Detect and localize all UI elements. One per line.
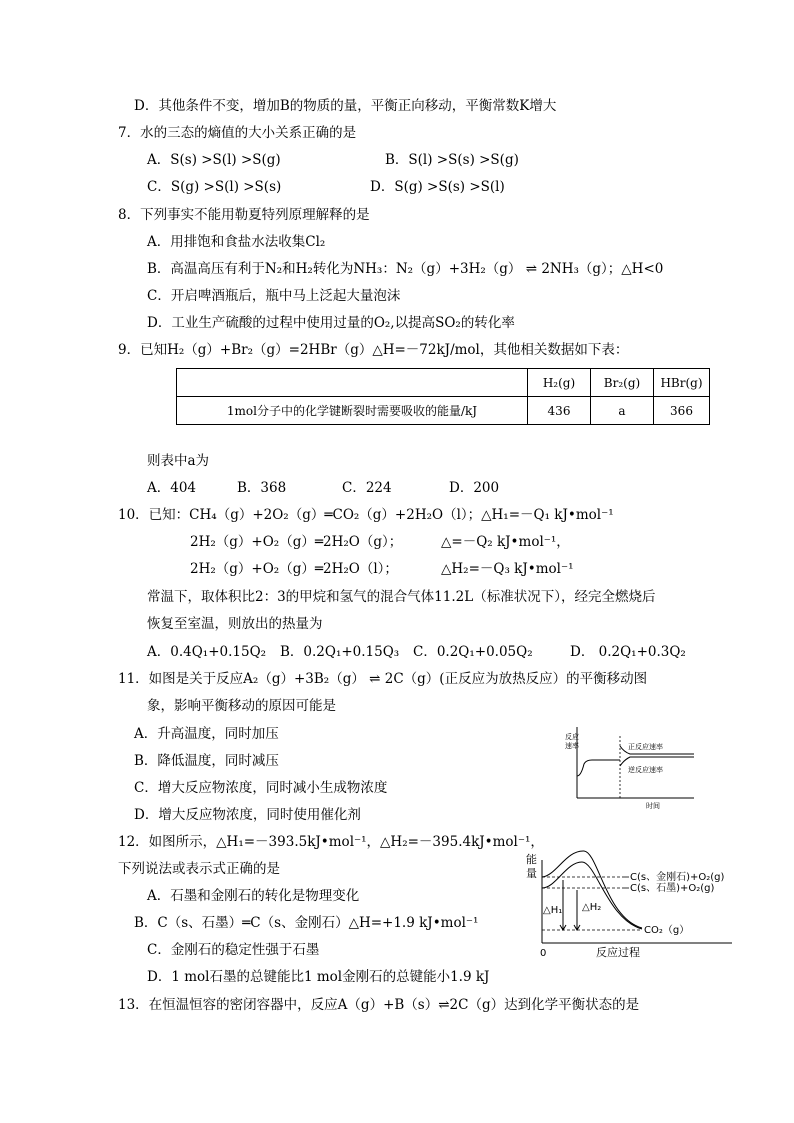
q10-sub1: 常温下，取体积比2：3的甲烷和氢气的混合气体11.2L（标准状况下），经完全燃烧后 — [147, 589, 656, 605]
fig12-diamond-curve — [542, 851, 642, 928]
fig11-ylabel-2: 速率 — [565, 742, 579, 750]
q9-stem: 9．已知H₂（g）+Br₂（g）=2HBr（g）△H=－72kJ/mol，其他相关数据如下表： — [118, 342, 629, 358]
fig11-xlabel: 时间 — [646, 802, 660, 810]
q10-option-a: A．0.4Q₁+0.15Q₂ — [147, 644, 267, 660]
fig12-dh1-label: △H₁ — [543, 905, 563, 916]
q11-sub: 象，影响平衡移动的原因可能是 — [147, 698, 336, 714]
q12-sub: 下列说法或表示式正确的是 — [118, 861, 280, 877]
q7-option-c: C．S(g) >S(l) >S(s) — [147, 179, 282, 195]
q10-option-b: B．0.2Q₁+0.15Q₃ — [280, 644, 400, 660]
q9-option-a: A．404 — [147, 480, 197, 496]
q13-stem: 13．在恒温恒容的密闭容器中，反应A（g）+B（s）⇌2C（g）达到化学平衡状态的是 — [118, 997, 640, 1013]
q7-option-b: B．S(l) >S(s) >S(g) — [385, 152, 519, 168]
table-value-hbr: 366 — [654, 397, 710, 425]
q12-stem: 12．如图所示，△H₁=－393.5kJ•mol⁻¹，△H₂=－395.4kJ•mol⁻¹， — [118, 834, 544, 850]
equilibrium-rate-figure — [562, 724, 698, 810]
q7-stem: 7．水的三态的熵值的大小关系正确的是 — [118, 125, 357, 141]
q8-option-b: B．高温高压有利于N₂和H₂转化为NH₃：N₂（g）+3H₂（g） ⇌ 2NH₃（g）；△H<0 — [147, 261, 664, 277]
q10-eq3: 2H₂（g）+O₂（g）═2H₂O（l）； — [190, 561, 398, 577]
fig11-reverse-label: 逆反应速率 — [628, 766, 663, 774]
q10-eq3-dh: △H₂=－Q₃ kJ•mol⁻¹ — [441, 561, 574, 577]
q9-option-d: D．200 — [449, 480, 500, 496]
q10-stem: 10．已知：CH₄（g）+2O₂（g）═CO₂（g）+2H₂O（l）；△H₁=－Q₁ kJ•mol⁻¹ — [118, 507, 614, 523]
table-value-br2: a — [591, 397, 654, 425]
bond-energy-table — [176, 368, 710, 425]
fig11-forward-label: 正反应速率 — [628, 743, 663, 751]
fig12-ylabel-1: 能 — [526, 853, 537, 866]
fig11-curve-before — [577, 760, 620, 776]
q10-option-c: C．0.2Q₁+0.05Q₂ — [413, 644, 533, 660]
fig12-co2-label: CO₂（g） — [644, 925, 690, 936]
q11-option-d: D．增大反应物浓度，同时使用催化剂 — [134, 807, 361, 823]
q10-eq2: 2H₂（g）+O₂（g）═2H₂O（g）； — [190, 534, 403, 550]
table-corner — [177, 369, 528, 397]
fig12-ylabel-2: 量 — [526, 867, 537, 880]
fig12-graphite-label: C(s、石墨)+O₂(g) — [630, 883, 715, 894]
fig11-ylabel-1: 反应 — [565, 733, 579, 741]
q12-option-a: A．石墨和金刚石的转化是物理变化 — [147, 888, 360, 904]
q12-option-c: C．金刚石的稳定性强于石墨 — [147, 942, 320, 958]
q7-option-d: D．S(g) >S(s) >S(l) — [370, 179, 505, 195]
table-header-hbr: HBr(g) — [654, 369, 710, 397]
fig12-diamond-label: C(s、金刚石)+O₂(g) — [630, 872, 725, 883]
q11-option-c: C．增大反应物浓度，同时减小生成物浓度 — [134, 780, 388, 796]
energy-diagram-figure — [526, 848, 736, 958]
q12-option-d: D．1 mol石墨的总键能比1 mol金刚石的总键能小1.9 kJ — [147, 969, 490, 985]
q8-option-c: C．开启啤酒瓶后，瓶中马上泛起大量泡沫 — [147, 288, 401, 304]
q8-option-d: D．工业生产硫酸的过程中使用过量的O₂,以提高SO₂的转化率 — [147, 315, 515, 331]
q10-eq2-dh: △=－Q₂ kJ•mol⁻¹， — [441, 534, 570, 550]
q8-stem: 8．下列事实不能用勒夏特列原理解释的是 — [118, 207, 370, 223]
q11-option-a: A．升高温度，同时加压 — [134, 726, 279, 742]
fig11-reverse-curve — [620, 757, 694, 766]
q9-option-b: B．368 — [237, 480, 287, 496]
fig12-origin: 0 — [540, 948, 547, 958]
q9-option-c: C．224 — [342, 480, 392, 496]
fig12-dh2-label: △H₂ — [582, 902, 602, 913]
q6-option-d: D．其他条件不变，增加B的物质的量，平衡正向移动，平衡常数K增大 — [134, 98, 557, 114]
table-header-br2: Br₂(g) — [591, 369, 654, 397]
q12-option-b: B．C（s、石墨）═C（s、金刚石）△H=+1.9 kJ•mol⁻¹ — [134, 915, 479, 931]
fig12-xlabel: 反应过程 — [596, 946, 640, 958]
q10-sub2: 恢复至室温，则放出的热量为 — [147, 616, 323, 632]
q9-sub: 则表中a为 — [147, 453, 210, 469]
table-header-h2: H₂(g) — [528, 369, 591, 397]
table-row-label: 1mol分子中的化学键断裂时需要吸收的能量/kJ — [177, 397, 528, 425]
q11-option-b: B．降低温度，同时减压 — [134, 753, 279, 769]
q7-option-a: A．S(s) >S(l) >S(g) — [147, 152, 281, 168]
table-value-h2: 436 — [528, 397, 591, 425]
q8-option-a: A．用排饱和食盐水法收集Cl₂ — [147, 234, 326, 250]
q10-option-d: D． 0.2Q₁+0.3Q₂ — [570, 644, 686, 660]
q11-stem: 11．如图是关于反应A₂（g）+3B₂（g） ⇌ 2C（g）(正反应为放热反应）的平衡移动图 — [118, 671, 648, 687]
